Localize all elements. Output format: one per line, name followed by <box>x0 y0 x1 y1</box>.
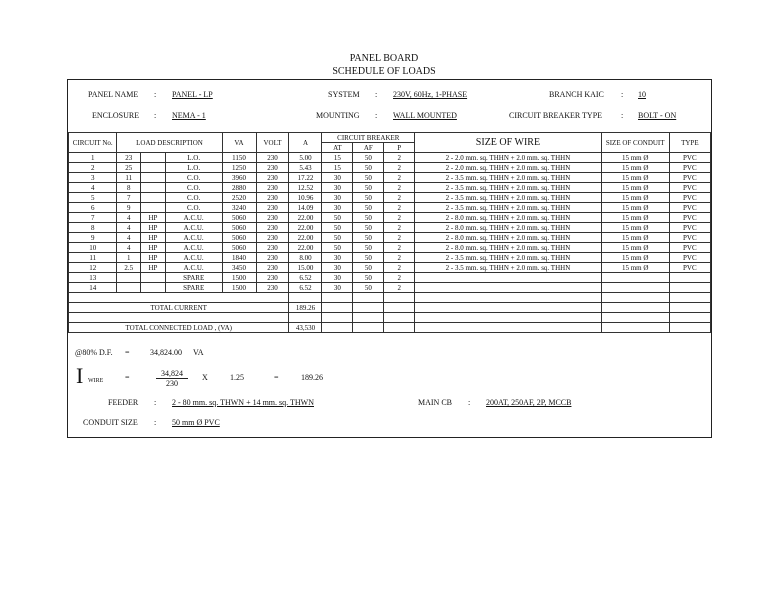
colon: : <box>468 398 471 407</box>
breaker-poles: 2 <box>384 213 415 223</box>
table-row <box>69 173 711 183</box>
conduit-type: PVC <box>669 213 710 223</box>
breaker-af: 50 <box>353 183 384 193</box>
empty-cell <box>353 303 384 313</box>
load-va: 5060 <box>222 243 256 253</box>
load-amps: 22.00 <box>289 233 322 243</box>
df-label: @80% D.F. <box>75 348 113 357</box>
breaker-poles: 2 <box>384 183 415 193</box>
empty-cell <box>289 313 322 323</box>
load-description: L.O. <box>165 153 222 163</box>
conduit-size: 15 mm Ø <box>601 203 669 213</box>
main-cb-value: 200AT, 250AF, 2P, MCCB <box>486 398 572 407</box>
breaker-at: 30 <box>322 273 353 283</box>
load-qty: 2.5 <box>117 263 141 273</box>
load-volt: 230 <box>256 203 289 213</box>
breaker-at: 30 <box>322 183 353 193</box>
empty-cell <box>669 313 710 323</box>
circuit-no: 7 <box>69 213 117 223</box>
load-volt: 230 <box>256 213 289 223</box>
load-volt: 230 <box>256 173 289 183</box>
breaker-poles: 2 <box>384 273 415 283</box>
conduit-type: PVC <box>669 173 710 183</box>
empty-cell <box>322 313 353 323</box>
circuit-no: 8 <box>69 223 117 233</box>
empty-cell <box>353 323 384 333</box>
conduit-size: 15 mm Ø <box>601 163 669 173</box>
breaker-poles: 2 <box>384 173 415 183</box>
panel-name-label: PANEL NAME <box>88 90 139 99</box>
colon: : <box>154 398 157 407</box>
table-row <box>69 263 711 273</box>
empty-cell <box>322 303 353 313</box>
blank-row <box>69 293 711 303</box>
breaker-af: 50 <box>353 213 384 223</box>
breaker-af: 50 <box>353 203 384 213</box>
wire-size: 2 - 8.0 mm. sq. THHN + 2.0 mm. sq. THHN <box>415 243 602 253</box>
conduit-size: 15 mm Ø <box>601 233 669 243</box>
load-qty: 9 <box>117 203 141 213</box>
empty-cell <box>322 293 353 303</box>
load-amps: 22.00 <box>289 243 322 253</box>
mounting-label: MOUNTING <box>316 111 360 120</box>
load-unit <box>141 183 166 193</box>
load-description: SPARE <box>165 283 222 293</box>
load-va: 1500 <box>222 283 256 293</box>
breaker-at: 30 <box>322 283 353 293</box>
load-va: 2520 <box>222 193 256 203</box>
conduit-size: 15 mm Ø <box>601 183 669 193</box>
total-current-row <box>69 303 711 313</box>
empty-cell <box>384 293 415 303</box>
load-va: 3960 <box>222 173 256 183</box>
breaker-af: 50 <box>353 253 384 263</box>
size-of-wire-header: SIZE OF WIRE <box>415 133 602 153</box>
load-qty: 11 <box>117 173 141 183</box>
load-va: 1150 <box>222 153 256 163</box>
breaker-af: 50 <box>353 173 384 183</box>
table-row <box>69 193 711 203</box>
circuit-breaker-header: CIRCUIT BREAKER <box>322 133 415 143</box>
colon: : <box>375 111 378 120</box>
breaker-af: 50 <box>353 233 384 243</box>
table-row <box>69 253 711 263</box>
equals-sign: = <box>125 373 130 382</box>
load-qty: 1 <box>117 253 141 263</box>
breaker-at: 15 <box>322 163 353 173</box>
wire-size <box>415 273 602 283</box>
total-current-label: TOTAL CURRENT <box>69 303 289 313</box>
load-description: A.C.U. <box>165 263 222 273</box>
empty-cell <box>322 323 353 333</box>
conduit-type: PVC <box>669 233 710 243</box>
load-volt: 230 <box>256 253 289 263</box>
breaker-poles: 2 <box>384 203 415 213</box>
load-unit: HP <box>141 263 166 273</box>
circuit-no: 2 <box>69 163 117 173</box>
load-volt: 230 <box>256 233 289 243</box>
conduit-size <box>601 283 669 293</box>
df-value: 34,824.00 <box>150 348 182 357</box>
wire-size: 2 - 3.5 mm. sq. THHN + 2.0 mm. sq. THHN <box>415 253 602 263</box>
colon: : <box>621 111 624 120</box>
empty-cell <box>384 323 415 333</box>
breaker-at: 30 <box>322 203 353 213</box>
load-amps: 12.52 <box>289 183 322 193</box>
breaker-at: 50 <box>322 213 353 223</box>
load-va: 1500 <box>222 273 256 283</box>
enclosure-value: NEMA - 1 <box>172 111 206 120</box>
system-value: 230V, 60Hz, 1-PHASE <box>393 90 468 99</box>
colon: : <box>154 90 157 99</box>
empty-cell <box>601 323 669 333</box>
conduit-size-value: 50 mm Ø PVC <box>172 418 220 427</box>
enclosure-label: ENCLOSURE <box>92 111 140 120</box>
current-subscript: WIRE <box>88 378 104 384</box>
load-amps: 6.52 <box>289 273 322 283</box>
conduit-size-label: CONDUIT SIZE <box>83 418 138 427</box>
table-row <box>69 233 711 243</box>
breaker-af: 50 <box>353 193 384 203</box>
load-volt: 230 <box>256 153 289 163</box>
colon: : <box>154 111 157 120</box>
load-description: A.C.U. <box>165 233 222 243</box>
colon: : <box>375 90 378 99</box>
current-result: 189.26 <box>301 373 323 382</box>
circuit-no: 11 <box>69 253 117 263</box>
breaker-poles: 2 <box>384 223 415 233</box>
empty-cell <box>69 293 289 303</box>
breaker-poles: 2 <box>384 253 415 263</box>
load-volt: 230 <box>256 263 289 273</box>
conduit-size <box>601 273 669 283</box>
empty-cell <box>669 293 710 303</box>
af-header: AF <box>353 143 384 153</box>
empty-cell <box>353 293 384 303</box>
breaker-af: 50 <box>353 273 384 283</box>
current-symbol: I <box>76 363 84 388</box>
wire-size: 2 - 3.5 mm. sq. THHN + 2.0 mm. sq. THHN <box>415 173 602 183</box>
circuit-no: 1 <box>69 153 117 163</box>
load-amps: 5.43 <box>289 163 322 173</box>
schedule-frame <box>67 79 712 438</box>
empty-cell <box>415 323 602 333</box>
load-description: SPARE <box>165 273 222 283</box>
header-row <box>69 133 711 143</box>
main-cb-label: MAIN CB <box>418 398 453 407</box>
load-amps: 6.52 <box>289 283 322 293</box>
empty-cell <box>415 293 602 303</box>
wire-size: 2 - 3.5 mm. sq. THHN + 2.0 mm. sq. THHN <box>415 203 602 213</box>
load-va: 2880 <box>222 183 256 193</box>
circuit-no: 4 <box>69 183 117 193</box>
load-qty <box>117 273 141 283</box>
colon: : <box>154 418 157 427</box>
total-load-label: TOTAL CONNECTED LOAD , (VA) <box>69 323 289 333</box>
load-amps: 17.22 <box>289 173 322 183</box>
breaker-poles: 2 <box>384 153 415 163</box>
conduit-size: 15 mm Ø <box>601 243 669 253</box>
breaker-at: 30 <box>322 263 353 273</box>
table-row <box>69 273 711 283</box>
circuit-no: 6 <box>69 203 117 213</box>
load-amps: 14.09 <box>289 203 322 213</box>
conduit-type: PVC <box>669 243 710 253</box>
circuit-no: 12 <box>69 263 117 273</box>
load-va: 5060 <box>222 213 256 223</box>
breaker-poles: 2 <box>384 163 415 173</box>
empty-cell <box>669 303 710 313</box>
fraction-numerator: 34,824 <box>156 369 188 379</box>
circuit-no: 5 <box>69 193 117 203</box>
load-description: C.O. <box>165 193 222 203</box>
breaker-at: 50 <box>322 223 353 233</box>
load-description: A.C.U. <box>165 213 222 223</box>
equals-sign: = <box>274 373 279 382</box>
circuit-no: 14 <box>69 283 117 293</box>
load-va: 3240 <box>222 203 256 213</box>
load-volt: 230 <box>256 163 289 173</box>
branch-kaic-value: 10 <box>638 90 646 99</box>
va-header: VA <box>222 133 256 153</box>
breaker-at: 15 <box>322 153 353 163</box>
conduit-type: PVC <box>669 253 710 263</box>
conduit-type: PVC <box>669 153 710 163</box>
circuit-no: 13 <box>69 273 117 283</box>
load-volt: 230 <box>256 273 289 283</box>
size-of-conduit-header: SIZE OF CONDUIT <box>601 133 669 153</box>
load-volt: 230 <box>256 243 289 253</box>
conduit-size: 15 mm Ø <box>601 223 669 233</box>
conduit-type: PVC <box>669 183 710 193</box>
load-va: 3450 <box>222 263 256 273</box>
load-unit <box>141 163 166 173</box>
load-amps: 5.00 <box>289 153 322 163</box>
empty-cell <box>601 303 669 313</box>
load-description: A.C.U. <box>165 223 222 233</box>
breaker-af: 50 <box>353 223 384 233</box>
load-unit <box>141 193 166 203</box>
load-va: 5060 <box>222 233 256 243</box>
load-description: A.C.U. <box>165 253 222 263</box>
breaker-af: 50 <box>353 163 384 173</box>
table-row <box>69 243 711 253</box>
empty-cell <box>601 313 669 323</box>
load-amps: 22.00 <box>289 223 322 233</box>
table-row <box>69 183 711 193</box>
wire-size <box>415 283 602 293</box>
empty-cell <box>353 313 384 323</box>
load-schedule-table <box>68 132 711 333</box>
table-row <box>69 223 711 233</box>
wire-size: 2 - 3.5 mm. sq. THHN + 2.0 mm. sq. THHN <box>415 263 602 273</box>
circuit-no: 10 <box>69 243 117 253</box>
p-header: P <box>384 143 415 153</box>
safety-factor: 1.25 <box>230 373 244 382</box>
wire-size: 2 - 3.5 mm. sq. THHN + 2.0 mm. sq. THHN <box>415 193 602 203</box>
total-current-value: 189.26 <box>289 303 322 313</box>
total-load-value: 43,530 <box>289 323 322 333</box>
conduit-size: 15 mm Ø <box>601 253 669 263</box>
table-row <box>69 203 711 213</box>
system-label: SYSTEM <box>328 90 360 99</box>
empty-cell <box>384 303 415 313</box>
breaker-at: 50 <box>322 233 353 243</box>
breaker-af: 50 <box>353 263 384 273</box>
load-description: L.O. <box>165 163 222 173</box>
wire-size: 2 - 8.0 mm. sq. THHN + 2.0 mm. sq. THHN <box>415 233 602 243</box>
load-qty <box>117 283 141 293</box>
table-row <box>69 153 711 163</box>
colon: : <box>621 90 624 99</box>
conduit-size: 15 mm Ø <box>601 263 669 273</box>
conduit-type: PVC <box>669 163 710 173</box>
load-description: C.O. <box>165 183 222 193</box>
load-va: 1250 <box>222 163 256 173</box>
breaker-at: 30 <box>322 193 353 203</box>
load-qty: 8 <box>117 183 141 193</box>
load-desc-header: LOAD DESCRIPTION <box>117 133 222 153</box>
conduit-type: PVC <box>669 263 710 273</box>
breaker-poles: 2 <box>384 263 415 273</box>
load-unit <box>141 153 166 163</box>
table-row <box>69 163 711 173</box>
breaker-at: 30 <box>322 253 353 263</box>
breaker-poles: 2 <box>384 233 415 243</box>
load-qty: 4 <box>117 213 141 223</box>
conduit-size: 15 mm Ø <box>601 213 669 223</box>
conduit-size: 15 mm Ø <box>601 173 669 183</box>
feeder-value: 2 - 80 mm. sq. THWN + 14 mm. sq. THWN <box>172 398 314 407</box>
circuit-no: 3 <box>69 173 117 183</box>
load-qty: 23 <box>117 153 141 163</box>
empty-cell <box>384 313 415 323</box>
df-unit: VA <box>193 348 204 357</box>
load-va: 5060 <box>222 223 256 233</box>
load-unit: HP <box>141 223 166 233</box>
mounting-value: WALL MOUNTED <box>393 111 457 120</box>
conduit-size: 15 mm Ø <box>601 153 669 163</box>
wire-size: 2 - 2.0 mm. sq. THHN + 2.0 mm. sq. THHN <box>415 163 602 173</box>
circuit-no-header: CIRCUIT No. <box>69 133 117 153</box>
breaker-poles: 2 <box>384 243 415 253</box>
load-description: A.C.U. <box>165 243 222 253</box>
wire-size: 2 - 2.0 mm. sq. THHN + 2.0 mm. sq. THHN <box>415 153 602 163</box>
cb-type-value: BOLT - ON <box>638 111 677 120</box>
load-unit <box>141 203 166 213</box>
breaker-poles: 2 <box>384 283 415 293</box>
load-amps: 15.00 <box>289 263 322 273</box>
breaker-at: 30 <box>322 173 353 183</box>
wire-size: 2 - 8.0 mm. sq. THHN + 2.0 mm. sq. THHN <box>415 223 602 233</box>
load-unit: HP <box>141 233 166 243</box>
total-load-row <box>69 323 711 333</box>
at-header: AT <box>322 143 353 153</box>
empty-cell <box>69 313 289 323</box>
load-volt: 230 <box>256 223 289 233</box>
load-description: C.O. <box>165 203 222 213</box>
breaker-at: 50 <box>322 243 353 253</box>
load-amps: 8.00 <box>289 253 322 263</box>
document-subtitle: SCHEDULE OF LOADS <box>332 66 436 77</box>
load-unit <box>141 173 166 183</box>
empty-cell <box>601 293 669 303</box>
cb-type-label: CIRCUIT BREAKER TYPE <box>509 111 603 120</box>
blank-row <box>69 313 711 323</box>
load-amps: 10.96 <box>289 193 322 203</box>
load-unit <box>141 273 166 283</box>
circuit-no: 9 <box>69 233 117 243</box>
empty-cell <box>415 313 602 323</box>
amp-header: A <box>289 133 322 153</box>
load-qty: 25 <box>117 163 141 173</box>
table-row <box>69 283 711 293</box>
load-qty: 4 <box>117 243 141 253</box>
wire-size: 2 - 3.5 mm. sq. THHN + 2.0 mm. sq. THHN <box>415 183 602 193</box>
breaker-poles: 2 <box>384 193 415 203</box>
load-unit: HP <box>141 243 166 253</box>
load-volt: 230 <box>256 283 289 293</box>
volt-header: VOLT <box>256 133 289 153</box>
breaker-af: 50 <box>353 243 384 253</box>
table-row <box>69 213 711 223</box>
breaker-af: 50 <box>353 153 384 163</box>
load-amps: 22.00 <box>289 213 322 223</box>
breaker-af: 50 <box>353 283 384 293</box>
branch-kaic-label: BRANCH KAIC <box>549 90 604 99</box>
load-description: C.O. <box>165 173 222 183</box>
load-unit: HP <box>141 253 166 263</box>
conduit-type: PVC <box>669 203 710 213</box>
current-fraction <box>156 369 188 388</box>
empty-cell <box>415 303 602 313</box>
times-sign: X <box>202 373 208 382</box>
empty-cell <box>669 323 710 333</box>
conduit-type: PVC <box>669 223 710 233</box>
load-va: 1840 <box>222 253 256 263</box>
equals-sign: = <box>125 348 130 357</box>
conduit-size: 15 mm Ø <box>601 193 669 203</box>
load-volt: 230 <box>256 193 289 203</box>
feeder-label: FEEDER <box>108 398 139 407</box>
panel-name-value: PANEL - LP <box>172 90 213 99</box>
conduit-type: PVC <box>669 193 710 203</box>
load-unit: HP <box>141 213 166 223</box>
type-header: TYPE <box>669 133 710 153</box>
conduit-type <box>669 273 710 283</box>
wire-size: 2 - 8.0 mm. sq. THHN + 2.0 mm. sq. THHN <box>415 213 602 223</box>
fraction-denominator: 230 <box>166 379 178 388</box>
empty-cell <box>289 293 322 303</box>
load-qty: 4 <box>117 233 141 243</box>
load-qty: 7 <box>117 193 141 203</box>
load-qty: 4 <box>117 223 141 233</box>
document-title: PANEL BOARD <box>349 53 419 64</box>
load-unit <box>141 283 166 293</box>
load-volt: 230 <box>256 183 289 193</box>
conduit-type <box>669 283 710 293</box>
